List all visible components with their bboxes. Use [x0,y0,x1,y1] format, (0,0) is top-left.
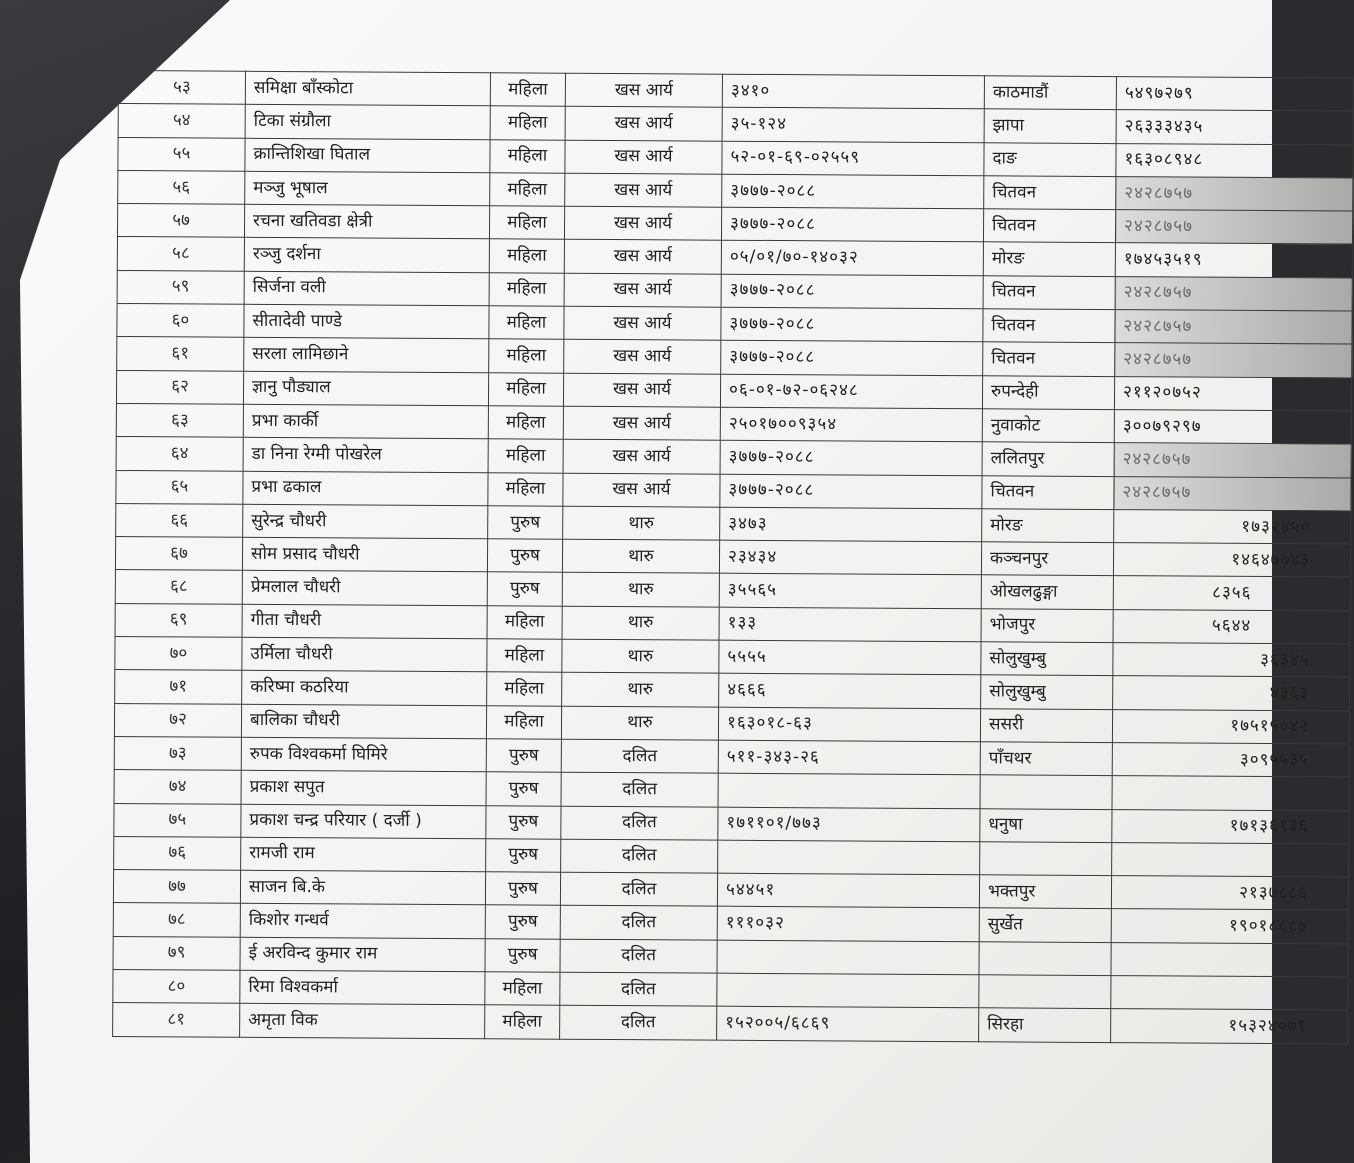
serial-number-cell: ७१ [115,670,242,704]
group-cell: दलित [561,806,718,840]
group-cell: दलित [560,872,717,906]
phone-cell: २४२८७५७ [1115,343,1352,378]
gender-cell: महिला [490,73,565,107]
serial-number-cell: ७६ [114,836,241,870]
phone-cell: १५३२४०७१ [1111,1009,1348,1044]
serial-number-cell: ५९ [117,270,244,304]
id-number-cell: ५११-३४३-२६ [718,740,980,775]
name-cell: प्रकाश सपुत [241,771,486,806]
name-cell: सोम प्रसाद चौधरी [242,537,487,572]
phone-cell: ३००७९२९७ [1114,410,1351,445]
group-cell: दलित [560,972,717,1006]
phone-cell: ३०९५५३५ [1112,743,1349,778]
phone-cell: १७५१५०४२ [1112,709,1349,744]
gender-cell: पुरुष [486,839,561,873]
serial-number-cell: ८० [113,970,240,1004]
phone-cell: १९०१८८८७ [1111,909,1348,944]
id-number-cell [717,973,979,1008]
id-number-cell: ५४४५१ [717,873,979,908]
id-number-cell: ३७७७-२०८८ [721,341,983,376]
name-cell: अमृता विक [240,1004,485,1039]
district-cell [980,842,1112,876]
table-body [113,71,1354,1044]
id-number-cell: ०६-०१-७२-०६२४८ [720,374,982,409]
member-list-table [112,70,1354,1044]
name-cell: रञ्जु दर्शना [244,238,489,273]
serial-number-cell: ५७ [117,204,244,238]
district-cell: सिरहा [979,1008,1111,1042]
name-cell: समिक्षा बाँस्कोटा [245,71,490,106]
serial-number-cell: ५५ [118,137,245,171]
district-cell [979,941,1111,975]
group-cell: खस आर्य [564,273,721,307]
district-cell: ललितपुर [982,442,1114,476]
name-cell: प्रभा ढकाल [243,471,488,506]
district-cell [980,775,1112,809]
phone-cell: २४२८७५७ [1115,310,1352,345]
phone-cell: २४२८७५७ [1114,443,1351,478]
name-cell: रचना खतिवडा क्षेत्री [244,204,489,239]
phone-cell: २४२८७५७ [1115,276,1352,311]
name-cell: सीतादेवी पाण्डे [244,304,489,339]
phone-cell [1111,976,1348,1011]
gender-cell: महिला [490,139,565,173]
id-number-cell: ३७७७-२०८८ [721,207,983,242]
name-cell: उर्मिला चौधरी [242,637,487,672]
serial-number-cell: ५४ [118,104,245,138]
group-cell: खस आर्य [563,439,720,473]
serial-number-cell: ७२ [114,703,241,737]
serial-number-cell: ६८ [115,570,242,604]
phone-cell: २६३३३४३५ [1116,110,1353,145]
district-cell: भोजपुर [981,609,1113,643]
id-number-cell: ४६६६ [719,674,981,709]
name-cell: रामजी राम [241,837,486,872]
id-number-cell: १११०३२ [717,907,979,942]
gender-cell: महिला [489,239,564,273]
serial-number-cell: ७० [115,637,242,671]
group-cell: थारु [562,606,719,640]
gender-cell: महिला [490,173,565,207]
serial-number-cell: ६४ [116,437,243,471]
serial-number-cell: ५३ [118,71,245,105]
serial-number-cell: ८१ [113,1003,240,1037]
phone-cell: ८३५६ [1113,576,1350,611]
phone-cell: १७१३६१३६ [1112,809,1349,844]
phone-cell [1112,842,1349,877]
phone-cell: २१३७८८६ [1111,876,1348,911]
group-cell: खस आर्य [563,373,720,407]
name-cell: सिर्जना वली [244,271,489,306]
district-cell: चितवन [983,342,1115,376]
district-cell: चितवन [983,309,1115,343]
gender-cell: महिला [485,1005,560,1039]
gender-cell: महिला [489,273,564,307]
district-cell: ओखलढुङ्गा [981,575,1113,609]
id-number-cell [718,840,980,875]
phone-cell: ४३६३ [1113,676,1350,711]
district-cell: चितवन [982,475,1114,509]
gender-cell: महिला [487,639,562,673]
name-cell: डा निना रेग्मी पोखरेल [243,438,488,473]
gender-cell: पुरुष [485,905,560,939]
gender-cell: पुरुष [486,805,561,839]
serial-number-cell: ६० [117,304,244,338]
gender-cell: महिला [490,106,565,140]
serial-number-cell: ६२ [116,370,243,404]
group-cell: दलित [561,839,718,873]
id-number-cell: ३७७७-२०८८ [722,174,984,209]
group-cell: थारु [561,706,718,740]
gender-cell: पुरुष [485,938,560,972]
name-cell: साजन बि.के [240,870,485,905]
id-number-cell: १३३ [719,607,981,642]
district-cell: धनुषा [980,808,1112,842]
group-cell: दलित [561,772,718,806]
name-cell: गीता चौधरी [242,604,487,639]
district-cell: ससरी [980,708,1112,742]
phone-cell: २४२८७५७ [1116,176,1353,211]
district-cell: पाँचथर [980,742,1112,776]
district-cell: दाङ [984,142,1116,176]
name-cell: ई अरविन्द कुमार राम [240,937,485,972]
group-cell: खस आर्य [563,406,720,440]
phone-cell: १६३०८९४८ [1116,143,1353,178]
district-cell: नुवाकोट [982,409,1114,443]
district-cell: सोलुखुम्बु [981,675,1113,709]
serial-number-cell: ७३ [114,736,241,770]
id-number-cell: ०५/०१/७०-१४०३२ [721,241,983,276]
phone-cell: १४६४७७४३ [1113,543,1350,578]
name-cell: सरला लामिछाने [244,338,489,373]
group-cell: थारु [562,573,719,607]
group-cell: खस आर्य [564,306,721,340]
phone-cell [1111,942,1348,977]
serial-number-cell: ७४ [114,770,241,804]
id-number-cell: २३४३४ [719,540,981,575]
gender-cell: पुरुष [486,772,561,806]
serial-number-cell: ६५ [116,470,243,504]
phone-cell: २११२०७५२ [1114,376,1351,411]
serial-number-cell: ७९ [113,936,240,970]
district-cell [979,975,1111,1009]
phone-cell: ५४९७२७९ [1116,77,1353,112]
phone-cell: १७३२४५० [1114,509,1351,544]
id-number-cell: ३४७३ [720,507,982,542]
gender-cell: महिला [489,206,564,240]
name-cell: किशोर गन्धर्व [240,904,485,939]
id-number-cell: ५५५५ [719,640,981,675]
table-row [113,1003,1348,1044]
id-number-cell: ३७७७-२०८८ [720,474,982,509]
group-cell: खस आर्य [564,206,721,240]
phone-cell: २४२८७५७ [1115,210,1352,245]
serial-number-cell: ७८ [113,903,240,937]
name-cell: क्रान्तिशिखा घिताल [245,138,490,173]
gender-cell: महिला [488,472,563,506]
serial-number-cell: ६९ [115,603,242,637]
group-cell: दलित [560,939,717,973]
serial-number-cell: ५८ [117,237,244,271]
group-cell: थारु [562,639,719,673]
group-cell: खस आर्य [564,340,721,374]
id-number-cell: ३७७७-२०८८ [721,274,983,309]
id-number-cell: ३५५६५ [719,574,981,609]
group-cell: खस आर्य [563,473,720,507]
name-cell: टिका संग्रौला [245,105,490,140]
gender-cell: महिला [489,306,564,340]
group-cell: दलित [560,906,717,940]
district-cell: मोरङ [982,509,1114,543]
district-cell: रुपन्देही [982,375,1114,409]
group-cell: खस आर्य [564,240,721,274]
phone-cell: ५६४४ [1113,609,1350,644]
gender-cell: पुरुष [485,872,560,906]
serial-number-cell: ७५ [114,803,241,837]
gender-cell: पुरुष [488,506,563,540]
gender-cell: पुरुष [487,539,562,573]
district-cell: सुर्खेत [979,908,1111,942]
serial-number-cell: ५६ [118,170,245,204]
id-number-cell [718,773,980,808]
group-cell: दलित [561,739,718,773]
district-cell: चितवन [983,276,1115,310]
id-number-cell: ३७७७-२०८८ [721,307,983,342]
group-cell: दलित [560,1006,717,1040]
phone-cell: २४२८७५७ [1114,476,1351,511]
group-cell: खस आर्य [565,107,722,141]
name-cell: प्रेमलाल चौधरी [242,571,487,606]
id-number-cell: १६३०१८-६३ [718,707,980,742]
name-cell: करिष्मा कठरिया [242,671,487,706]
gender-cell: पुरुष [487,572,562,606]
serial-number-cell: ६१ [117,337,244,371]
group-cell: खस आर्य [565,73,722,107]
gender-cell: पुरुष [486,739,561,773]
gender-cell: महिला [488,406,563,440]
group-cell: थारु [563,506,720,540]
phone-cell: ३६३४५ [1113,643,1350,678]
gender-cell: महिला [486,705,561,739]
serial-number-cell: ६७ [115,537,242,571]
name-cell: प्रकाश चन्द्र परियार ( दर्जी ) [241,804,486,839]
gender-cell: महिला [485,972,560,1006]
district-cell: सोलुखुम्बु [981,642,1113,676]
district-cell: झापा [984,109,1116,143]
group-cell: खस आर्य [565,173,722,207]
phone-cell [1112,776,1349,811]
name-cell: ज्ञानु पौड्याल [243,371,488,406]
group-cell: थारु [562,539,719,573]
serial-number-cell: ६६ [116,503,243,537]
name-cell: बालिका चौधरी [241,704,486,739]
group-cell: खस आर्य [565,140,722,174]
gender-cell: महिला [488,372,563,406]
group-cell: थारु [562,673,719,707]
gender-cell: महिला [487,606,562,640]
name-cell: मञ्जु भूषाल [245,171,490,206]
id-number-cell: ३७७७-२०८८ [720,440,982,475]
name-cell: रिमा विश्वकर्मा [240,970,485,1005]
district-cell: चितवन [983,209,1115,243]
district-cell: भक्तपुर [979,875,1111,909]
gender-cell: महिला [487,672,562,706]
id-number-cell: ३४१० [722,74,984,109]
district-cell: चितवन [984,176,1116,210]
district-cell: कञ्चनपुर [981,542,1113,576]
id-number-cell: २५०१७००९३५४ [720,407,982,442]
serial-number-cell: ६३ [116,403,243,437]
district-cell: मोरङ [983,242,1115,276]
district-cell: काठमाडौं [984,76,1116,110]
gender-cell: महिला [488,439,563,473]
id-number-cell: ३५-१२४ [722,107,984,142]
serial-number-cell: ७७ [113,870,240,904]
gender-cell: महिला [489,339,564,373]
phone-cell: १७४५३५१९ [1115,243,1352,278]
name-cell: रुपक विश्वकर्मा घिमिरे [241,737,486,772]
id-number-cell: १७११०१/७७३ [718,807,980,842]
name-cell: सुरेन्द्र चौधरी [243,504,488,539]
id-number-cell: ५२-०१-६९-०२५५९ [722,141,984,176]
id-number-cell: १५२००५/६८६९ [717,1006,979,1041]
id-number-cell [717,940,979,975]
name-cell: प्रभा कार्की [243,404,488,439]
